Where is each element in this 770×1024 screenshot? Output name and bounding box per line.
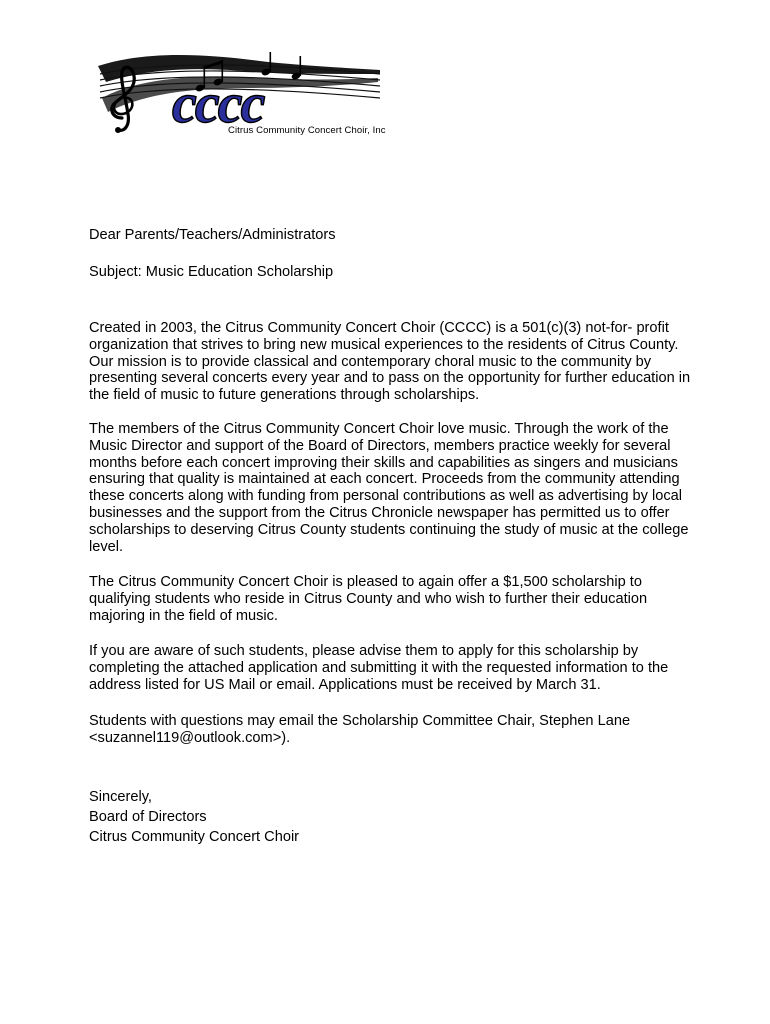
logo-organization-name: Citrus Community Concert Choir, Inc xyxy=(228,125,386,136)
signer-line-board: Board of Directors xyxy=(89,809,207,825)
subject-line: Subject: Music Education Scholarship xyxy=(89,264,334,280)
signer-line-organization: Citrus Community Concert Choir xyxy=(89,829,300,845)
paragraph-offer: The Citrus Community Concert Choir is pleased to again offer a $1,500 scholarship to qualifying students who reside in Citrus County and who wish to further their education majoring in the field of music. xyxy=(89,574,648,624)
paragraph-contact: Students with questions may email the Scholarship Committee Chair, Stephen Lane <suzannel119@outlook.com>). xyxy=(89,713,631,746)
paragraph-apply: If you are aware of such students, please advise them to apply for this scholarship by completing the attached application and submitting it with the requested information to the address listed for US Mail or email. Applications must be received by March 31. xyxy=(89,643,669,693)
organization-logo xyxy=(88,48,388,140)
logo-initials: cccc xyxy=(172,73,264,135)
paragraph-mission: Created in 2003, the Citrus Community Concert Choir (CCCC) is a 501(c)(3) not-for- profit organization that strives to bring new musical experiences to the residents of Citrus County. Our mission is to provide classical and contemporary choral music to the community by presenting several concerts every year and to pass on the opportunity for further education in the field of music to future generations through scholarships. xyxy=(89,320,691,404)
salutation: Dear Parents/Teachers/Administrators xyxy=(89,227,336,243)
paragraph-members: The members of the Citrus Community Concert Choir love music. Through the work of the Music Director and support of the Board of Directors, members practice weekly for several months before each concert improving their skills and capabilities as singers and musicians ensuring that quality is maintained at each concert. Proceeds from the community attending these concerts along with funding from personal contributions as well as advertising by local businesses and the support from the Citrus Chronicle newspaper has permitted us to offer scholarships to deserving Citrus County students continuing the study of music at the college level. xyxy=(89,421,689,555)
closing-block xyxy=(89,787,299,847)
valediction: Sincerely, xyxy=(89,789,152,805)
